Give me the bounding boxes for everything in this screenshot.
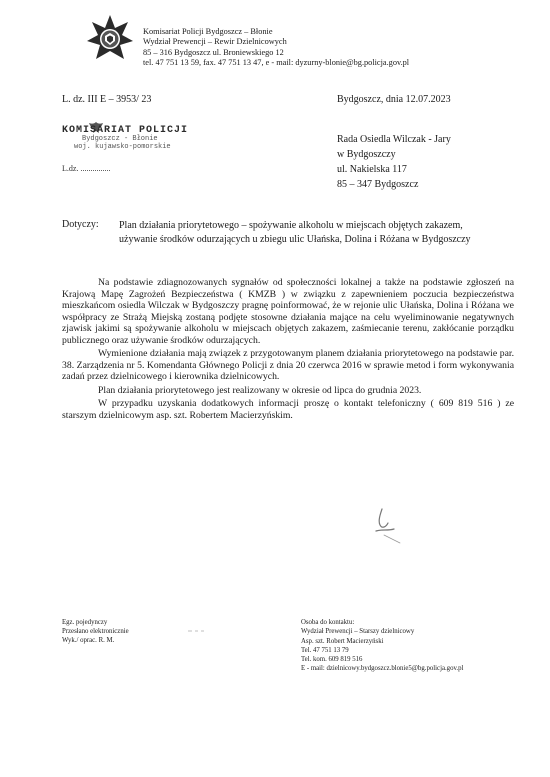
reference-number: L. dz. III E – 3953/ 23 (62, 94, 152, 105)
handwritten-signature (366, 505, 412, 545)
office-stamp (62, 127, 188, 151)
subject-line: używanie środków odurzających u zbiegu ulic Ułańska, Dolina i Różana w Bydgoszczy (119, 234, 471, 245)
letterhead-line: Wydział Prewencji – Rewir Dzielnicowych (143, 37, 287, 47)
recipient-line: Rada Osiedla Wilczak - Jary (337, 134, 451, 145)
letter-body (62, 277, 514, 421)
subject-line: Plan działania priorytetowego – spożywanie alkoholu w miejscach objętych zakazem, (119, 220, 463, 231)
place-date: Bydgoszcz, dnia 12.07.2023 (337, 94, 451, 105)
footer-contact (301, 618, 463, 674)
body-paragraph: Plan działania priorytetowego jest realizowany w okresie od lipca do grudnia 2023. (98, 384, 422, 396)
footer-contact-line: Tel. 47 751 13 79 (301, 646, 349, 654)
recipient-line: 85 – 347 Bydgoszcz (337, 179, 419, 190)
letterhead-line: Komisariat Policji Bydgoszcz – Błonie (143, 27, 273, 36)
body-paragraph: Na podstawie zdiagnozowanych sygnałów od społeczności lokalnej a także na podstawie zgłoszeń na Krajową Mapę Zagrożeń Bezpieczeństwa ( KMZB ) w związku z zapewnieniem poczucia bezpieczeństwa mieszkańcom osiedla Wilczak w Bydgoszczy pragnę poinformować, że w rejonie ulic Ułańska, Dolina i Różana we współpracy ze Strażą Miejską zostaną podjęte stosowne działania mające na celu wyeliminowanie negatywnych zjawisk jakimi są spożywanie alkoholu w miejscach objętych zakazem, zaśmiecanie terenu, zakłócanie porządku publicznego oraz używanie środków odurzających. (62, 277, 514, 346)
footer-left (62, 618, 129, 645)
scan-mark (187, 629, 205, 633)
footer-contact-line: Asp. szt. Robert Macierzyński (301, 637, 384, 645)
letterhead (143, 27, 409, 68)
footer-contact-line: Osoba do kontaktu: (301, 619, 355, 626)
stamp-region: woj. kujawsko-pomorskie (74, 143, 171, 151)
stamp-location: Bydgoszcz - Błonie (82, 135, 158, 143)
footer-contact-line: Tel. kom. 609 819 516 (301, 656, 363, 664)
stamp-ldz: L.dz. ............... (62, 164, 111, 173)
subject-text (119, 219, 529, 247)
recipient-address (337, 132, 451, 192)
recipient-line: w Bydgoszczy (337, 149, 396, 160)
footer-left-line: Egz. pojedynczy (62, 619, 108, 626)
recipient-line: ul. Nakielska 117 (337, 164, 407, 175)
body-paragraph: Wymienione działania mają związek z przygotowanym planem działania priorytetowego na podstawie par. 38. Zarządzenia nr 5. Komendanta Głównego Policji z dnia 20 czerwca 2016 w sprawie metod i form wykonywania zadań przez dzielnicowego i kierownika dzielnicowych. (62, 348, 514, 382)
letterhead-line: tel. 47 751 13 59, fax. 47 751 13 47, e - mail: dyzurny-blonie@bg.policja.gov.pl (143, 57, 410, 67)
footer-left-line: Wyk./ oprac. R. M. (62, 637, 115, 644)
letterhead-line: 85 – 316 Bydgoszcz ul. Broniewskiego 12 (143, 47, 284, 57)
footer-contact-line: Wydział Prewencji – Starszy dzielnicowy (301, 628, 415, 636)
footer-contact-line: E - mail: dzielnicowy.bydgoszcz.blonie5@bg.policja.gov.pl (301, 665, 464, 673)
police-star-logo (86, 14, 134, 62)
body-paragraph: W przypadku uzyskania dodatkowych informacji proszę o kontakt telefoniczny ( 609 819 516 ) ze starszym dzielnicowym asp. szt. Robertem Macierzyńskim. (62, 398, 514, 421)
subject-label: Dotyczy: (62, 219, 99, 230)
stamp-title: KOMISARIAT POLICJI (62, 125, 189, 136)
footer-left-line: Przesłano elektronicznie (62, 628, 129, 635)
